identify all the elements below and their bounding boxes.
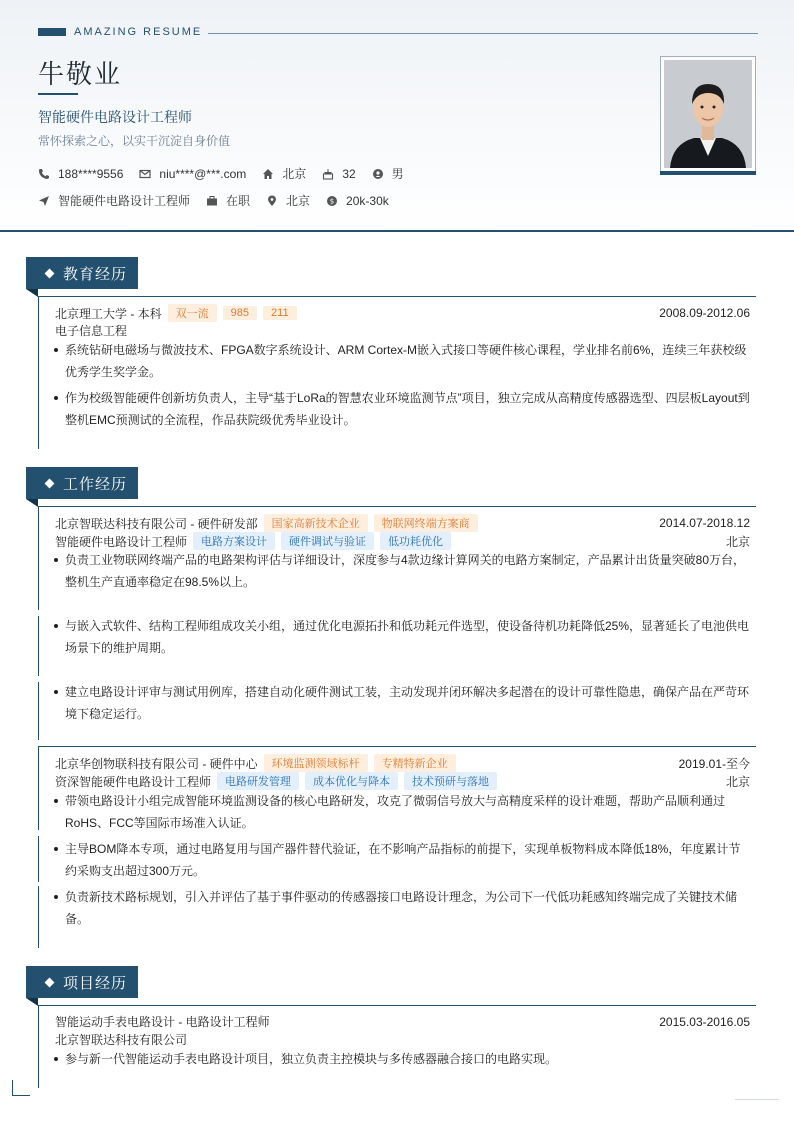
user-icon [372, 168, 384, 180]
company-tag: 专精特新企业 [374, 754, 456, 772]
resume-header [0, 0, 794, 232]
person-avatar-icon [664, 60, 752, 168]
work-date: 2019.01-至今 [678, 756, 750, 771]
skill-tag: 硬件调试与验证 [281, 532, 374, 550]
project-bullet: 参与新一代智能运动手表电路设计项目，独立负责主控模块与多传感器融合接口的电路实现。 [54, 1048, 750, 1070]
target-job-text: 智能硬件电路设计工程师 [58, 194, 191, 208]
skill-tag: 电路方案设计 [193, 532, 275, 550]
target-city-item [266, 192, 310, 209]
work-position-row [55, 772, 750, 790]
company-tag: 国家高新技术企业 [264, 514, 368, 532]
salary-item [326, 194, 389, 208]
location-item [262, 165, 306, 182]
job-title: 智能硬件电路设计工程师 [38, 109, 192, 125]
email-item [139, 167, 246, 181]
skill-tag: 低功耗优化 [380, 532, 451, 550]
target-job-item [38, 192, 190, 209]
work-bullet: 负责工业物联网终端产品的电路架构评估与详细设计，深度参与4款边缘计算网关的电路方案制定，产品累计出货量突破80万台，整机生产直通率稳定在98.5%以上。 [54, 549, 750, 593]
project-company-row [55, 1031, 750, 1048]
work-date: 2014.07-2018.12 [659, 516, 750, 530]
education-date: 2008.09-2012.06 [659, 306, 750, 320]
company-tag: 物联网终端方案商 [374, 514, 478, 532]
diamond-icon [45, 977, 55, 987]
section-title-text: 项目经历 [63, 974, 128, 992]
intention-row [38, 192, 405, 209]
status-item [206, 192, 250, 209]
diamond-icon [45, 478, 55, 488]
svg-text:$: $ [329, 197, 335, 206]
work-bullet: 与嵌入式软件、结构工程师组成攻关小组，通过优化电源拓扑和低功耗元件选型，使设备待机功耗降低25%，显著延长了电池供电场景下的维护周期。 [54, 615, 750, 659]
education-header-row [55, 304, 750, 322]
education-major: 电子信息工程 [55, 324, 128, 338]
phone-text: 188****9556 [58, 166, 124, 181]
location-text: 北京 [282, 167, 307, 181]
motto: 常怀探索之心，以实干沉淀自身价值 [38, 134, 231, 148]
name-underline [38, 93, 78, 95]
education-tag: 双一流 [168, 304, 217, 322]
gender-item [372, 165, 404, 182]
brand-text: AMAZING RESUME [74, 26, 203, 38]
work-bullet: 负责新技术路标规划，引入并评估了基于事件驱动的传感器接口电路设计理念，为公司下一代低功耗感知终端完成了关键技术储备。 [54, 886, 750, 930]
education-bullet: 作为校级智能硬件创新坊负责人，主导“基于LoRa的智慧农业环境监测节点”项目，独立完成从高精度传感器选型、四层板Layout到整机EMC预测试的全流程，作品获院级优秀毕业设计。 [54, 387, 750, 431]
money-icon [326, 195, 338, 207]
brand-row [38, 26, 202, 38]
salary-text: 20k-30k [346, 193, 389, 208]
phone-icon [38, 168, 50, 180]
profile-photo [664, 60, 752, 168]
corner-decoration [735, 1099, 779, 1100]
section-title-work [26, 467, 138, 499]
status-text: 在职 [226, 194, 251, 208]
profile-photo-frame [660, 56, 756, 174]
work-bullet: 主导BOM降本专项，通过电路复用与国产器件替代验证，在不影响产品指标的前提下，实现单板物料成本降低18%，年度累计节约采购支出超过300万元。 [54, 838, 750, 882]
work-header-row [55, 514, 750, 532]
age-item [322, 167, 355, 181]
target-city-text: 北京 [286, 194, 311, 208]
work-header-row [55, 754, 750, 772]
mail-icon [139, 168, 151, 180]
project-company: 北京智联达科技有限公司 [55, 1033, 188, 1047]
education-bullet: 系统钻研电磁场与微波技术、FPGA数字系统设计、ARM Cortex-M嵌入式接口等硬件核心课程，学业排名前6%，连续三年获校级优秀学生奖学金。 [54, 339, 750, 383]
age-text: 32 [342, 166, 356, 181]
brand-bar [38, 28, 66, 36]
skill-tag: 技术预研与落地 [404, 772, 497, 790]
section-title-text: 教育经历 [63, 265, 128, 283]
phone-item [38, 167, 123, 181]
section-title-education [26, 257, 138, 289]
skill-tag: 电路研发管理 [217, 772, 299, 790]
briefcase-icon [206, 195, 218, 207]
diamond-icon [45, 268, 55, 278]
send-icon [38, 195, 50, 207]
brand-line [208, 33, 758, 34]
project-title: 智能运动手表电路设计 - 电路设计工程师 [55, 1015, 270, 1029]
school-name: 北京理工大学 - 本科 [55, 306, 162, 321]
email-text: niu****@***.com [159, 166, 247, 181]
section-title-projects [26, 966, 138, 998]
position-name: 智能硬件电路设计工程师 [55, 534, 188, 549]
photo-accent-bar [660, 171, 756, 175]
contact-row [38, 165, 420, 182]
company-name: 北京华创物联科技有限公司 - 硬件中心 [55, 756, 258, 771]
location-pin-icon [266, 195, 278, 207]
gender-text: 男 [391, 167, 404, 181]
cake-icon [322, 168, 334, 180]
skill-tag: 成本优化与降本 [305, 772, 398, 790]
project-date: 2015.03-2016.05 [659, 1014, 750, 1029]
company-name: 北京智联达科技有限公司 - 硬件研发部 [55, 516, 258, 531]
position-name: 资深智能硬件电路设计工程师 [55, 774, 212, 789]
work-bullet: 带领电路设计小组完成智能环境监测设备的核心电路研发，攻克了微弱信号放大与高精度采样的设计难题，帮助产品顺利通过RoHS、FCC等国际市场准入认证。 [54, 790, 750, 834]
section-fold [26, 998, 38, 1006]
work-city: 北京 [725, 774, 750, 789]
education-major-row [55, 322, 750, 339]
education-tag: 985 [223, 306, 257, 320]
education-tag: 211 [263, 306, 297, 320]
work-city: 北京 [725, 534, 750, 549]
section-title-text: 工作经历 [63, 475, 128, 493]
corner-decoration [12, 1080, 30, 1096]
section-fold [26, 499, 38, 507]
work-bullet: 建立电路设计评审与测试用例库，搭建自动化硬件测试工装，主动发现并闭环解决多起潜在的设计可靠性隐患，确保产品在严苛环境下稳定运行。 [54, 681, 750, 725]
work-position-row [55, 532, 750, 550]
person-name: 牛敬业 [38, 59, 123, 89]
section-fold [26, 289, 38, 297]
project-header-row [55, 1013, 750, 1030]
home-icon [262, 168, 274, 180]
company-tag: 环境监测领域标杆 [264, 754, 368, 772]
